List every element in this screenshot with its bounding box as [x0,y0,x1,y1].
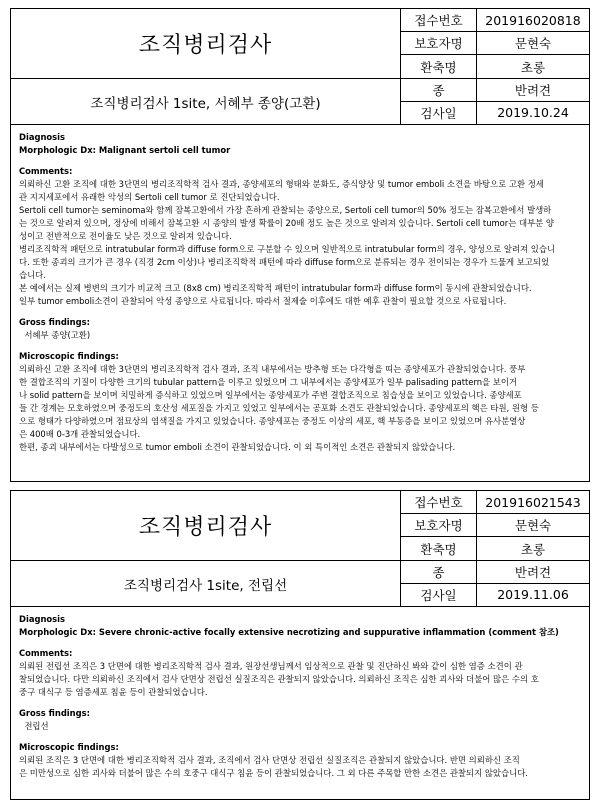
accession-number: 201916021543 [485,494,581,510]
title-box [11,9,400,79]
meta-row-species [401,79,589,102]
micro-line: 한 결합조직의 기질이 다양한 크기의 tubular pattern을 이루고 있었으며 그 내부에서는 종양세포가 일부 palisading pattern을 보이거 [19,377,518,387]
meta-row-accession [401,491,589,514]
meta-label: 보호자명 [401,32,477,54]
accession-number: 201916020818 [485,12,581,28]
gross-heading: Gross findings: [19,708,90,718]
subtitle-box [11,561,400,606]
meta-table [401,9,589,124]
report-subtitle: 조직병리검사 1site, 서혜부 종양(고환) [90,95,321,112]
report-body [11,125,589,454]
comment-line: 관 지지세포에서 유래한 악성의 Sertoli cell tumor 로 진단되었습니다. [19,192,280,202]
micro-heading: Microscopic findings: [19,351,119,361]
meta-row-guardian [401,32,589,55]
gross-value: 전립선 [24,721,49,731]
comment-line: 의뢰하신 고환 조직에 대한 3단면의 병리조직학적 검사 결과, 종양세포의 형태와 분화도, 증식양상 및 tumor emboli 소견을 바탕으로 고환 정세 [19,179,544,189]
gross-value: 서혜부 종양(고환) [24,330,91,340]
micro-heading: Microscopic findings: [19,742,119,752]
patient-name: 초롱 [520,59,546,75]
meta-row-species [401,561,589,584]
header-left [11,491,401,606]
meta-label: 종 [401,561,477,583]
meta-label: 환축명 [401,55,477,77]
patient-name: 초롱 [520,541,546,557]
guardian-name: 문현숙 [514,518,552,534]
header-left [11,9,401,124]
guardian-name: 문현숙 [514,36,552,52]
exam-date: 2019.10.24 [497,105,569,121]
micro-line: 으로 형태가 다양하였으며 점묘상의 염색질을 가지고 있었습니다. 종양세포는 중정도 이상의 세포, 핵 부동증을 보이고 있었으며 유사분열상 [19,416,526,426]
comment-line: 찰되었습니다. 다만 의뢰하신 조직에서 검사 단면상 전립선 실질조직은 관찰되지 않았습니다. 의뢰하신 조직은 심한 괴사와 더불어 많은 수의 호 [19,674,539,684]
comments-heading: Comments: [19,648,73,658]
meta-table [401,491,589,606]
meta-row-patient [401,55,589,78]
report-title: 조직병리검사 [138,33,273,58]
meta-row-guardian [401,514,589,537]
morphologic-dx: Morphologic Dx: Malignant sertoli cell tumor [19,145,231,155]
meta-row-date [401,584,589,606]
micro-text [19,363,581,454]
comments-text [19,660,581,699]
meta-label: 환축명 [401,537,477,559]
report-title: 조직병리검사 [138,515,273,540]
micro-line: 은 400배 0-3개 관찰되었습니다. [19,429,141,439]
micro-line: 의뢰하신 고환 조직에 대한 3단면의 병리조직학적 검사 결과, 조직 내부에서는 방추형 또는 다각형을 띠는 종양세포가 관찰되었습니다. 풍부 [19,364,526,374]
micro-text [19,754,581,780]
meta-label: 종 [401,79,477,101]
gross-findings [19,707,581,733]
diagnosis-heading: Diagnosis [19,132,66,142]
diagnosis-heading: Diagnosis [19,614,66,624]
title-box [11,491,400,561]
report-subtitle: 조직병리검사 1site, 전립선 [123,577,288,594]
micro-line: 의뢰된 조직은 3 단면에 대한 병리조직학적 검사 결과, 조직에서 검사 단면상 전립선 실질조직은 관찰되지 않았습니다. 반면 의뢰하신 조직 [19,755,520,765]
gross-findings [19,316,581,342]
gross-heading: Gross findings: [19,317,90,327]
meta-label: 검사일 [401,584,477,606]
comment-line: Sertoli cell tumor는 seminoma와 함께 잠복고환에서 가장 흔하게 관찰되는 종양으로, Sertoli cell tumor의 50% 정도는 잠복고환에서 발생하 [19,205,552,215]
meta-row-accession [401,9,589,32]
comment-line: 본 예에서는 실제 병변의 크기가 비교적 크고 (8x8 cm) 병리조직학적 패턴이 intratubular form과 diffuse form이 동시에 관찰되었습니다. [19,283,532,293]
report-header [11,491,589,607]
micro-line: 한편, 종괴 내부에서는 다발성으로 tumor emboli 소견이 관찰되었습니다. 이 외 특이적인 소견은 관찰되지 않았습니다. [19,442,456,452]
report-1 [10,8,590,482]
comment-line: 는 것으로 알려져 있으며, 정상에 비해서 잠복고환 시 종양의 발생 확률이 20배 정도 높은 것으로 알려져 있습니다. Sertoli cell tumor는 대부분 양 [19,218,555,228]
comment-line: 습니다. [19,270,46,280]
meta-row-patient [401,537,589,560]
micro-line: 들 간 경계는 모호하였으며 중정도의 호산성 세포질을 가지고 있었고 일부에서는 공포화 소견도 관찰되었습니다. 종양세포의 핵은 타원, 원형 등 [19,403,539,413]
meta-label: 접수번호 [401,491,477,513]
micro-line: 은 미만성으로 심한 괴사와 더불어 많은 수의 호중구 대식구 침윤 등이 관찰되었습니다. 그 외 다른 주목할 만한 소견은 관찰되지 않았습니다. [19,768,528,778]
meta-label: 보호자명 [401,514,477,536]
comment-line: 병리조직학적 패턴으로 intratubular form과 diffuse form으로 구분할 수 있으며 일반적으로 intratubular form의 경우, 양성으로 알려져 있습니 [19,244,556,254]
comments-text [19,178,581,308]
comments-heading: Comments: [19,166,73,176]
report-header [11,9,589,125]
meta-label: 검사일 [401,102,477,124]
species: 반려견 [514,82,552,98]
meta-row-date [401,102,589,124]
report-2 [10,490,590,800]
species: 반려견 [514,564,552,580]
subtitle-box [11,79,400,124]
comment-line: 중구 대식구 등 염증세포 침윤 등이 관찰되었습니다. [19,687,208,697]
comment-line: 의뢰된 전립선 조직은 3 단면에 대한 병리조직학적 검사 결과, 원장선생님께서 임상적으로 관찰 및 진단하신 봐와 같이 심한 염증 소견이 관 [19,661,523,671]
exam-date: 2019.11.06 [497,587,569,603]
comment-line: 다. 또한 종괴의 크기가 큰 경우 (직경 2cm 이상)나 병리조직학적 패턴에 따라 diffuse form으로 분류되는 경우 전이되는 경우가 드물게 보고되었 [19,257,550,267]
comment-line: 일부 tumor emboli소견이 관찰되어 악성 종양으로 사료됩니다. 따라서 절제술 이후에도 대한 예후 관찰이 필요할 것으로 사료됩니다. [19,296,507,306]
micro-line: 나 solid pattern을 보이며 치밀하게 증식하고 있었으며 일부에서는 종양세포가 주변 결합조직으로 침습성을 보이고 있었습니다. 종양세포 [19,390,522,400]
morphologic-dx: Morphologic Dx: Severe chronic-active focally extensive necrotizing and suppurative inflammation (comment 참조) [19,627,559,637]
meta-label: 접수번호 [401,9,477,31]
report-body [11,607,589,780]
comment-line: 성이고 전반적으로 전이율도 낮은 것으로 알려져 있습니다. [19,231,232,241]
